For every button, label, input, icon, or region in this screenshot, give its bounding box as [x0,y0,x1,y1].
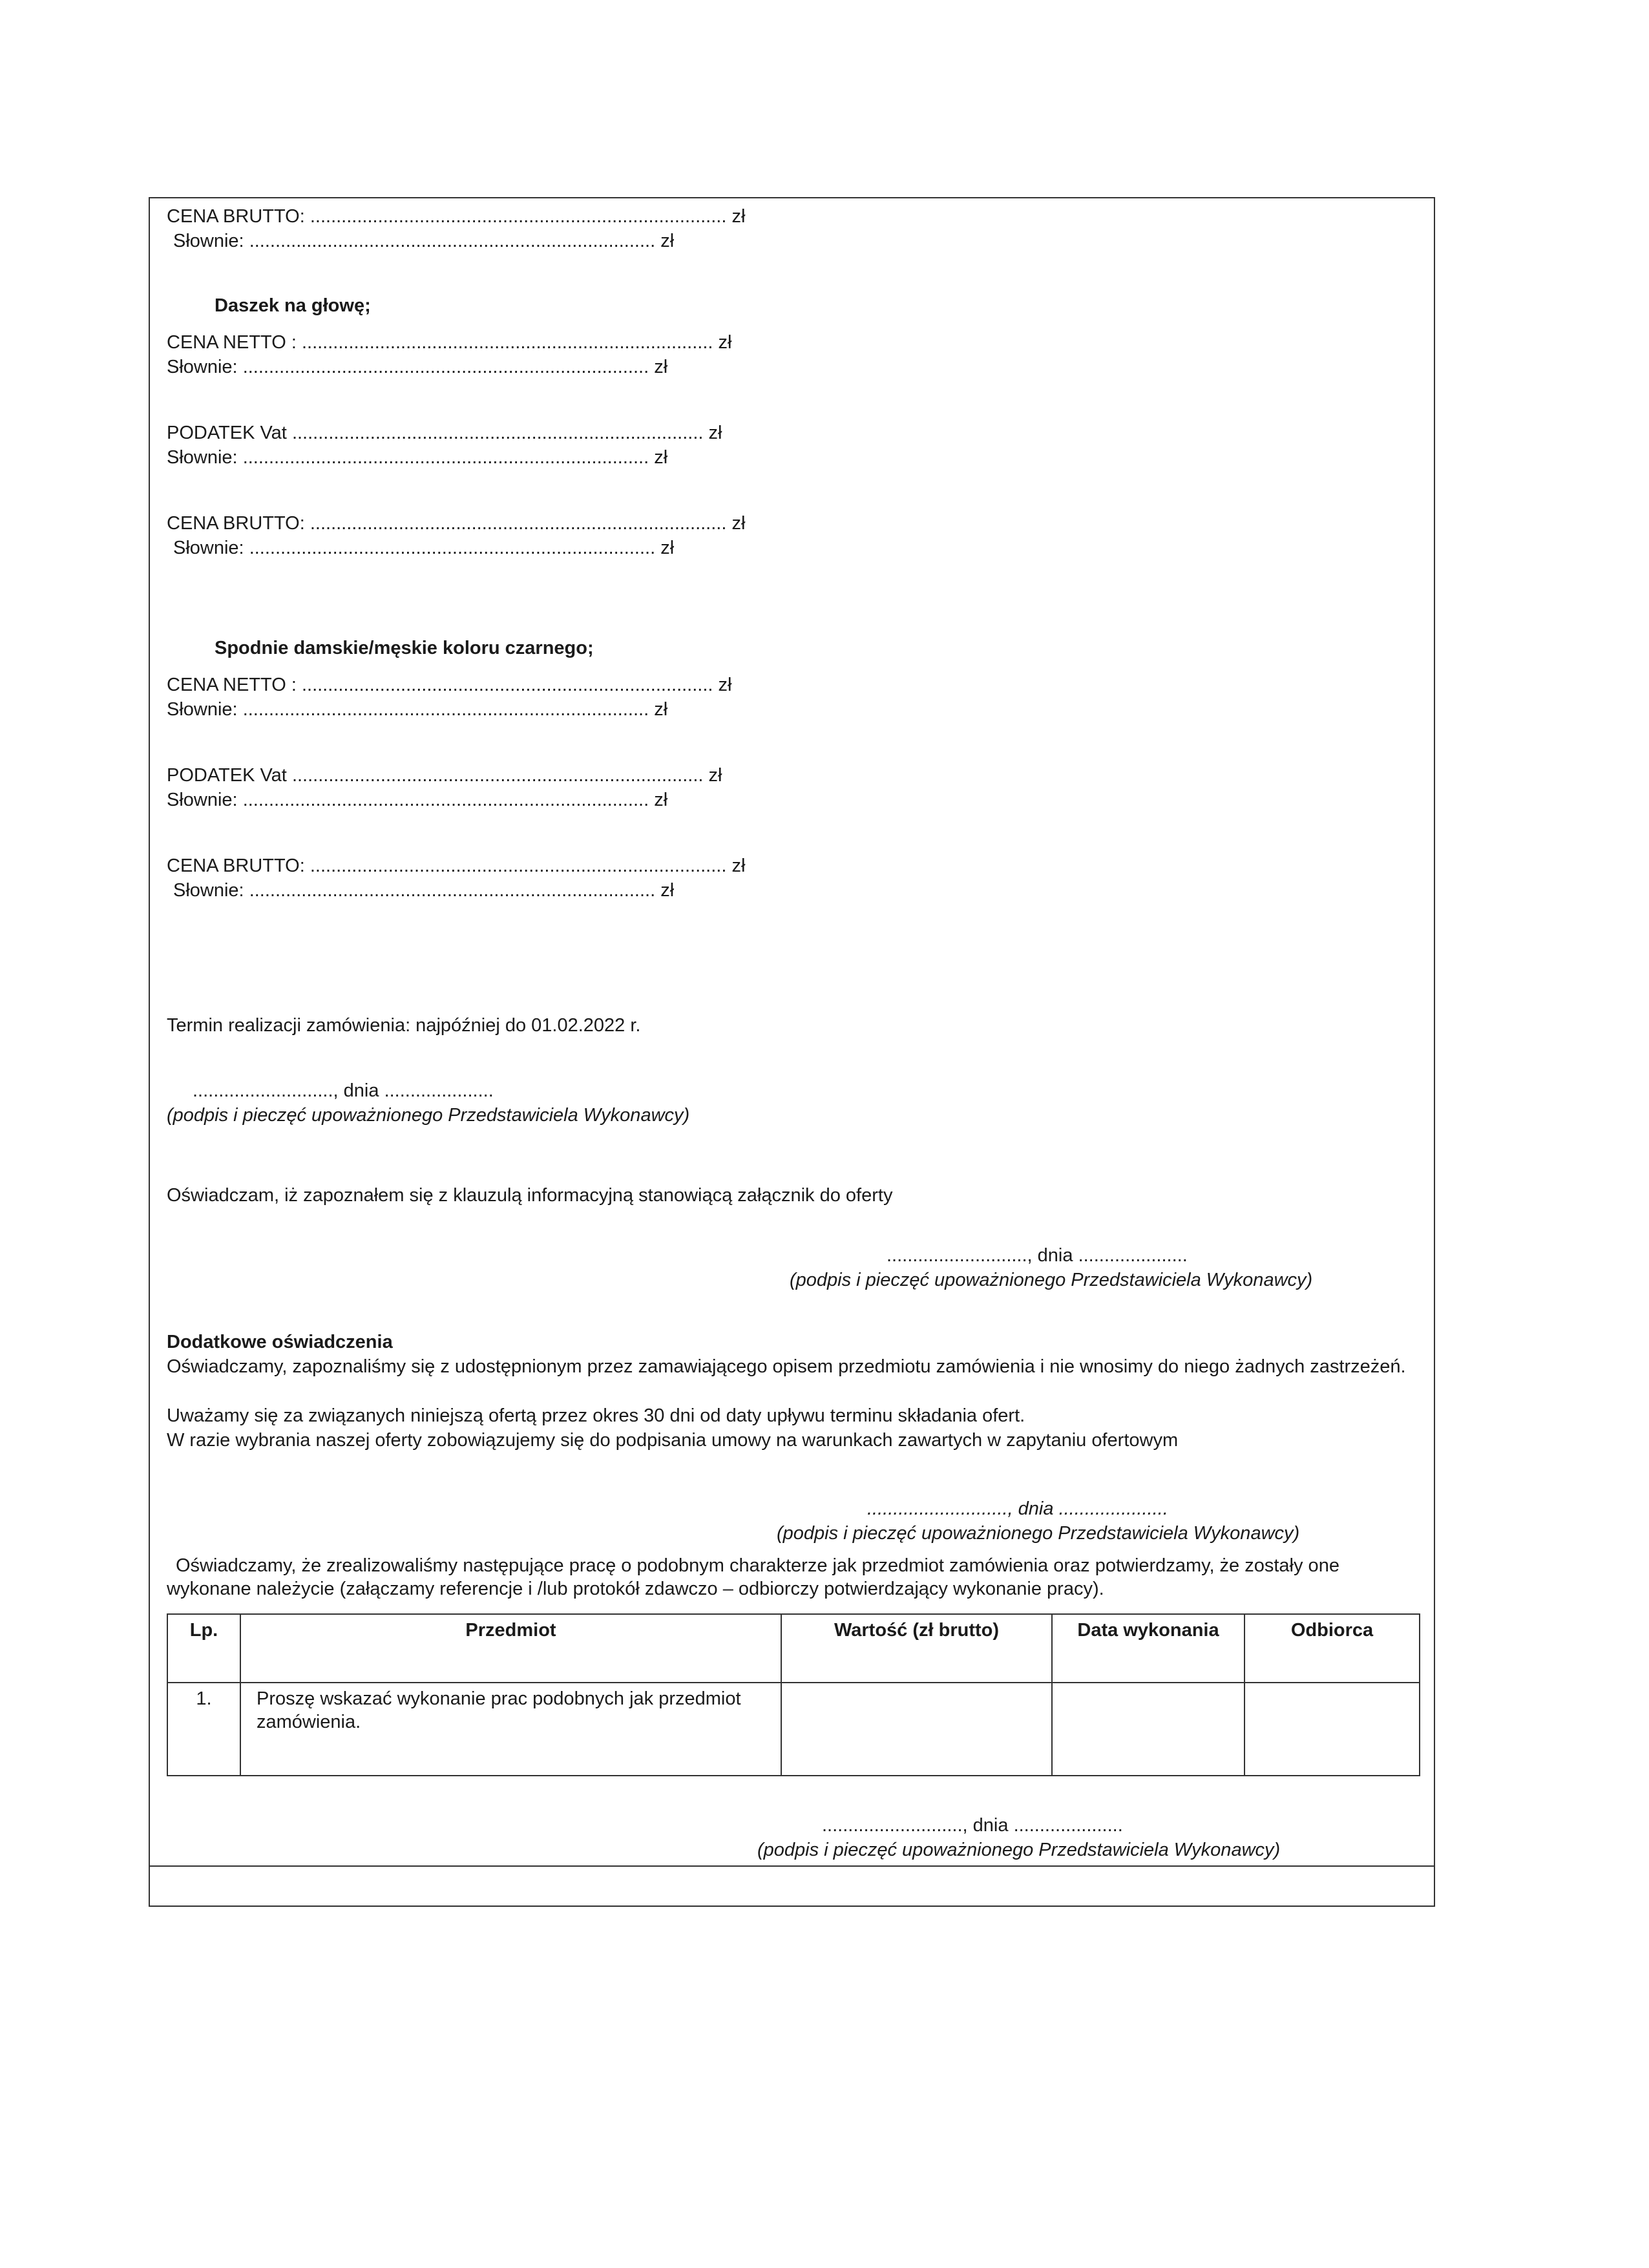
col-header-data: Data wykonania [1052,1614,1245,1683]
references-table [167,1613,1420,1776]
slownie-line-1: Słownie: .............................................................................. zł [173,231,675,251]
col-header-przedmiot: Przedmiot [240,1614,781,1683]
form-frame [149,197,1435,1907]
podatek-vat-line-daszek: PODATEK Vat ............................................................................... zł [167,423,722,443]
dodatkowe-paragraph-3: W razie wybrania naszej oferty zobowiązujemy się do podpisania umowy na warunkach zawartych w zapytaniu ofertowym [167,1430,1179,1451]
slownie-line-spodnie-brutto: Słownie: .............................................................................. zł [173,880,675,901]
signature-caption-2: (podpis i pieczęć upoważnionego Przedstawiciela Wykonawcy) [790,1270,1313,1290]
col-header-wartosc: Wartość (zł brutto) [781,1614,1052,1683]
signature-line-1: ..........................., dnia ..................... [193,1080,494,1101]
signature-line-3: ..........................., dnia ..................... [867,1498,1168,1519]
signature-caption-3: (podpis i pieczęć upoważnionego Przedstawiciela Wykonawcy) [777,1523,1300,1544]
slownie-line-daszek-vat: Słownie: .............................................................................. zł [167,447,668,468]
table-row [167,1683,1420,1776]
col-header-lp: Lp. [167,1614,240,1683]
cell-odbiorca[interactable] [1245,1683,1420,1776]
col-header-odbiorca: Odbiorca [1245,1614,1420,1683]
table-header-row [167,1614,1420,1683]
cell-wartosc[interactable] [781,1683,1052,1776]
slownie-line-daszek-netto: Słownie: .............................................................................. zł [167,357,668,377]
section-title-spodnie: Spodnie damskie/męskie koloru czarnego; [215,638,594,658]
section-title-daszek: Daszek na głowę; [215,295,371,316]
podatek-vat-line-spodnie: PODATEK Vat ............................................................................... zł [167,765,722,786]
cell-lp: 1. [167,1683,240,1776]
cena-brutto-line-daszek: CENA BRUTTO: ................................................................................ zł [167,513,746,534]
slownie-line-spodnie-vat: Słownie: .............................................................................. zł [167,790,668,810]
signature-line-4: ..........................., dnia ..................... [822,1815,1123,1836]
cell-przedmiot: Proszę wskazać wykonanie prac podobnych jak przedmiot zamówienia. [240,1683,781,1776]
termin-realizacji: Termin realizacji zamówienia: najpóźniej do 01.02.2022 r. [167,1015,641,1036]
dodatkowe-paragraph-2: Uważamy się za związanych niniejszą ofertą przez okres 30 dni od daty upływu terminu składania ofert. [167,1405,1025,1426]
cell-data[interactable] [1052,1683,1245,1776]
slownie-line-daszek-brutto: Słownie: .............................................................................. zł [173,538,675,558]
dodatkowe-heading: Dodatkowe oświadczenia [167,1332,393,1352]
slownie-line-spodnie-netto: Słownie: .............................................................................. zł [167,699,668,720]
cena-netto-line-daszek: CENA NETTO : ............................................................................... zł [167,332,732,353]
realizacje-paragraph: Oświadczamy, że zrealizowaliśmy następujące pracę o podobnym charakterze jak przedmiot zamówienia oraz potwierdzamy, że zostały one wykonane należycie (załączamy referencje i /lub protokół zdawczo – odbiorczy potwierdzający wykonanie pracy). [167,1555,1339,1599]
bottom-divider [150,1865,1434,1867]
signature-line-2: ..........................., dnia ..................... [887,1245,1188,1266]
signature-caption-1: (podpis i pieczęć upoważnionego Przedstawiciela Wykonawcy) [167,1105,690,1126]
signature-caption-4: (podpis i pieczęć upoważnionego Przedstawiciela Wykonawcy) [757,1840,1281,1860]
oswiadczenie-klauzula: Oświadczam, iż zapoznałem się z klauzulą informacyjną stanowiącą załącznik do oferty [167,1185,893,1206]
cena-netto-line-spodnie: CENA NETTO : ............................................................................... zł [167,675,732,695]
cena-brutto-line-1: CENA BRUTTO: ................................................................................ zł [167,206,746,227]
dodatkowe-paragraph-1: Oświadczamy, zapoznaliśmy się z udostępnionym przez zamawiającego opisem przedmiotu zamówienia i nie wnosimy do niego żadnych zastrzeżeń. [167,1356,1406,1377]
cena-brutto-line-spodnie: CENA BRUTTO: ................................................................................ zł [167,856,746,876]
